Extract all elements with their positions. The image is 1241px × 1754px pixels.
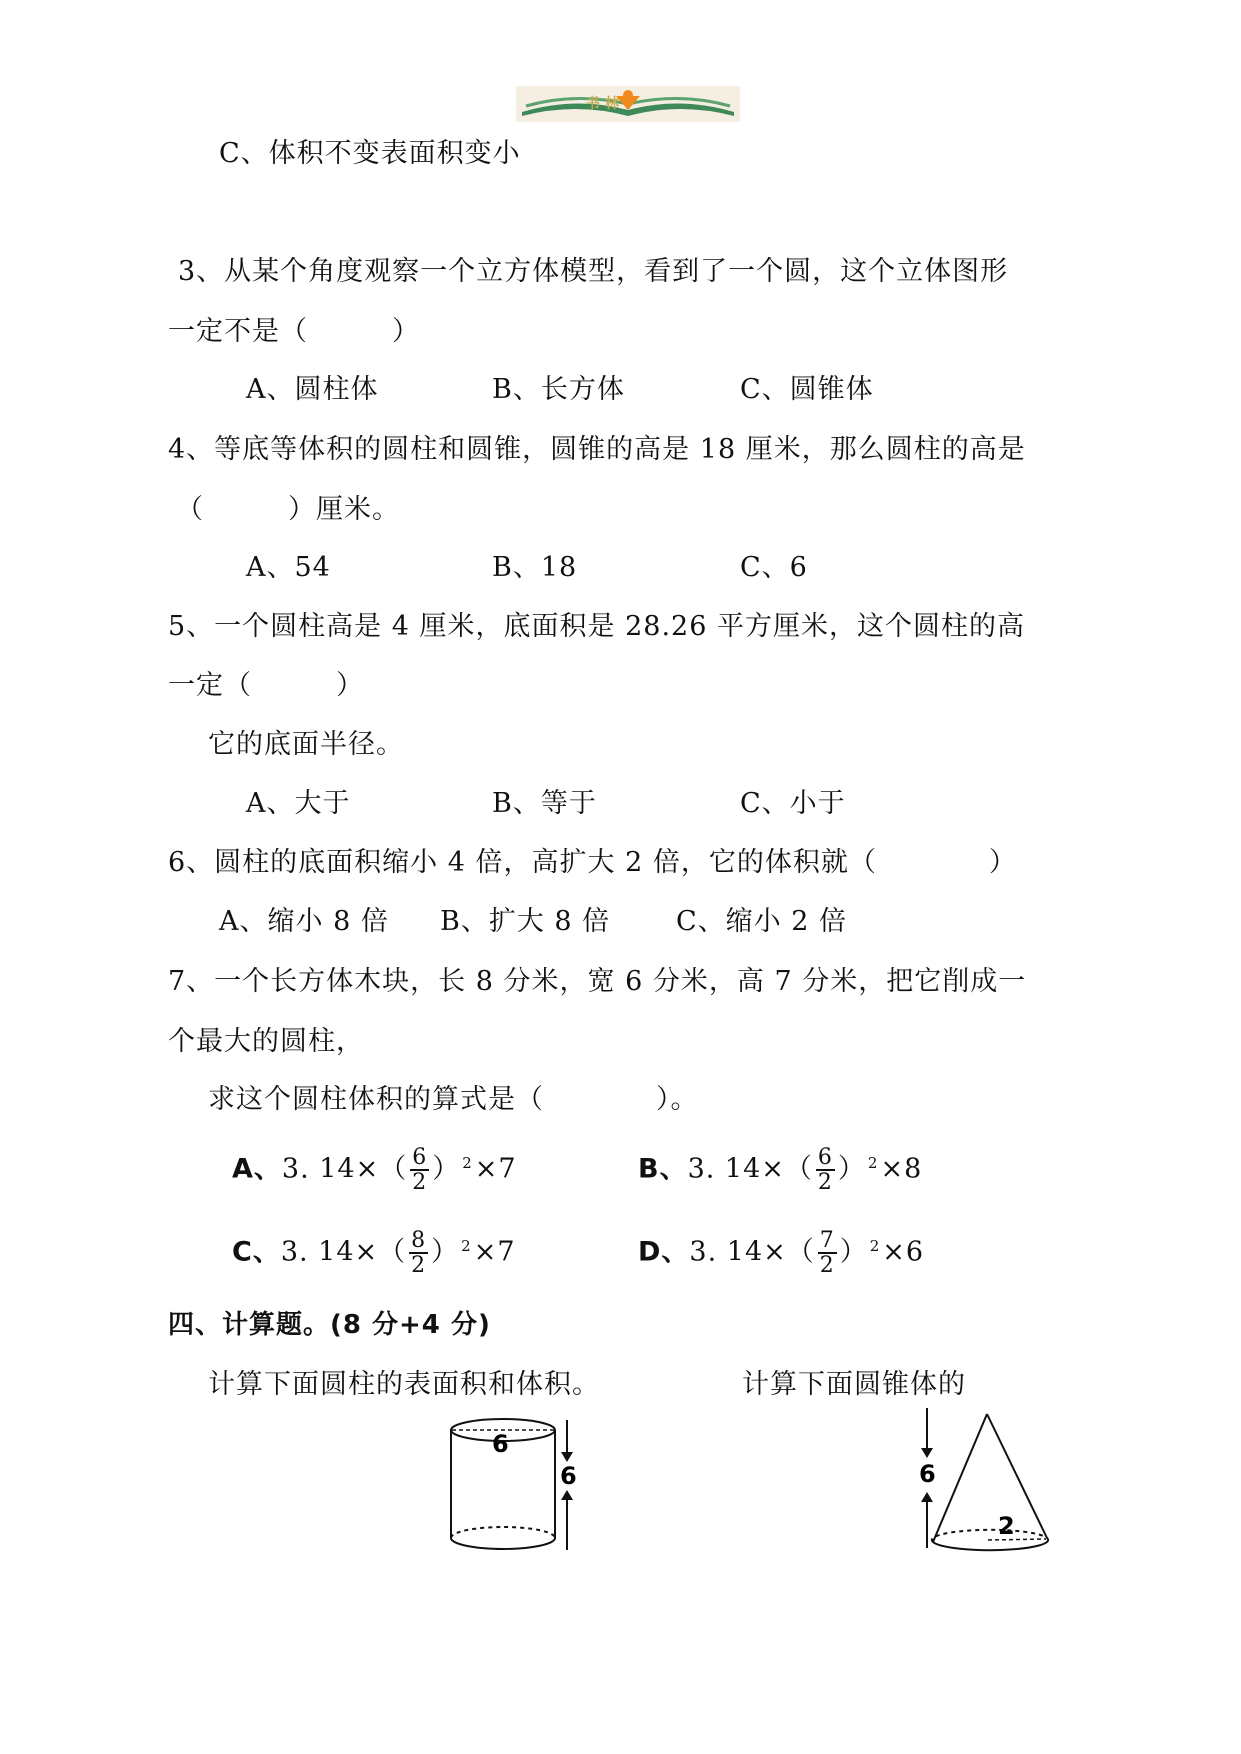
q7-line3: 求这个圆柱体积的算式是（ ）。 xyxy=(208,1084,699,1115)
q7-option-a-label: A、 xyxy=(232,1153,282,1185)
q7-option-d-fraction xyxy=(818,1229,837,1277)
q3-line2: 一定不是（ ） xyxy=(168,316,420,347)
q6-line1: 6、圆柱的底面积缩小 4 倍，高扩大 2 倍，它的体积就（ ） xyxy=(168,847,1017,878)
q3-line1: 3、从某个角度观察一个立方体模型，看到了一个圆，这个立体图形 xyxy=(178,256,1009,287)
q7-option-a-tail: ×7 xyxy=(474,1153,517,1185)
q5-line3: 它的底面半径。 xyxy=(208,729,404,760)
fraction-denominator: 2 xyxy=(411,1253,427,1279)
q7-option-c-tail: ×7 xyxy=(473,1236,516,1268)
q7-option-d-coef: 3. 14×（ xyxy=(689,1236,815,1268)
q7-option-b-tail: ×8 xyxy=(880,1153,923,1185)
q6-option-a: A、缩小 8 倍 xyxy=(219,906,389,937)
cone-radius-label: 2 xyxy=(998,1512,1015,1540)
q7-option-c xyxy=(232,1229,516,1277)
fraction-numerator: 8 xyxy=(411,1228,427,1253)
q6-option-b: B、扩大 8 倍 xyxy=(440,906,611,937)
q7-option-a-close: ） xyxy=(432,1153,461,1185)
section4-title: 四、计算题。(8 分+4 分) xyxy=(168,1310,491,1340)
q7-option-b-close: ） xyxy=(837,1153,866,1185)
q7-option-a-coef: 3. 14×（ xyxy=(281,1153,408,1185)
q2-option-c: C、体积不变表面积变小 xyxy=(219,138,521,169)
q3-option-b: B、长方体 xyxy=(492,374,625,405)
logo-text: 书 林 xyxy=(586,96,619,112)
q7-option-b-coef: 3. 14×（ xyxy=(687,1153,813,1185)
cylinder-height-label: 6 xyxy=(560,1462,577,1490)
q7-option-a-power: 2 xyxy=(462,1153,473,1172)
cone-height-label: 6 xyxy=(919,1460,936,1488)
section4-right-prompt: 计算下面圆锥体的 xyxy=(742,1369,966,1400)
q4-line2: （ ）厘米。 xyxy=(176,494,400,525)
q7-option-b-fraction xyxy=(816,1146,835,1194)
q7-option-d-tail: ×6 xyxy=(882,1236,925,1268)
q7-option-d xyxy=(638,1229,924,1277)
q7-option-a xyxy=(232,1146,517,1194)
cylinder-figure xyxy=(440,1408,590,1556)
fraction-denominator: 2 xyxy=(819,1253,835,1279)
q3-option-a: A、圆柱体 xyxy=(246,374,379,405)
section4-left-prompt: 计算下面圆柱的表面积和体积。 xyxy=(208,1369,600,1400)
q5-option-b: B、等于 xyxy=(492,788,597,819)
fraction-numerator: 7 xyxy=(819,1228,835,1253)
q3-option-c: C、圆锥体 xyxy=(740,374,874,405)
q7-option-c-power: 2 xyxy=(461,1236,472,1255)
q4-option-b: B、18 xyxy=(492,552,578,583)
q7-option-b xyxy=(638,1146,922,1194)
q7-option-d-close: ） xyxy=(839,1236,868,1268)
q7-option-b-label: B、 xyxy=(638,1153,688,1185)
q7-option-a-fraction xyxy=(410,1146,429,1194)
q7-option-c-fraction xyxy=(409,1229,428,1277)
q4-line1: 4、等底等体积的圆柱和圆锥，圆锥的高是 18 厘米，那么圆柱的高是 xyxy=(168,434,1026,465)
q7-line1: 7、一个长方体木块，长 8 分米，宽 6 分米，高 7 分米，把它削成一 xyxy=(168,966,1027,997)
fraction-numerator: 6 xyxy=(817,1145,833,1170)
q7-option-b-power: 2 xyxy=(867,1153,879,1172)
q5-line2: 一定（ ） xyxy=(168,670,364,701)
q7-option-d-power: 2 xyxy=(869,1236,881,1255)
q7-option-d-label: D、 xyxy=(638,1236,690,1268)
q7-option-c-label: C、 xyxy=(232,1236,281,1268)
q4-option-c: C、6 xyxy=(740,552,808,583)
q5-option-a: A、大于 xyxy=(246,788,351,819)
shulin-logo xyxy=(516,86,740,122)
fraction-numerator: 6 xyxy=(412,1145,428,1170)
q7-option-c-coef: 3. 14×（ xyxy=(280,1236,407,1268)
cone-figure xyxy=(910,1402,1060,1554)
cylinder-diameter-label: 6 xyxy=(492,1430,509,1458)
fraction-denominator: 2 xyxy=(817,1170,833,1196)
q5-line1: 5、一个圆柱高是 4 厘米，底面积是 28.26 平方厘米，这个圆柱的高 xyxy=(168,611,1025,642)
q7-option-c-close: ） xyxy=(431,1236,460,1268)
q4-option-a: A、54 xyxy=(246,552,331,583)
q6-option-c: C、缩小 2 倍 xyxy=(676,906,848,937)
q5-option-c: C、小于 xyxy=(740,788,846,819)
q7-line2: 个最大的圆柱， xyxy=(168,1026,364,1057)
fraction-denominator: 2 xyxy=(412,1170,428,1196)
